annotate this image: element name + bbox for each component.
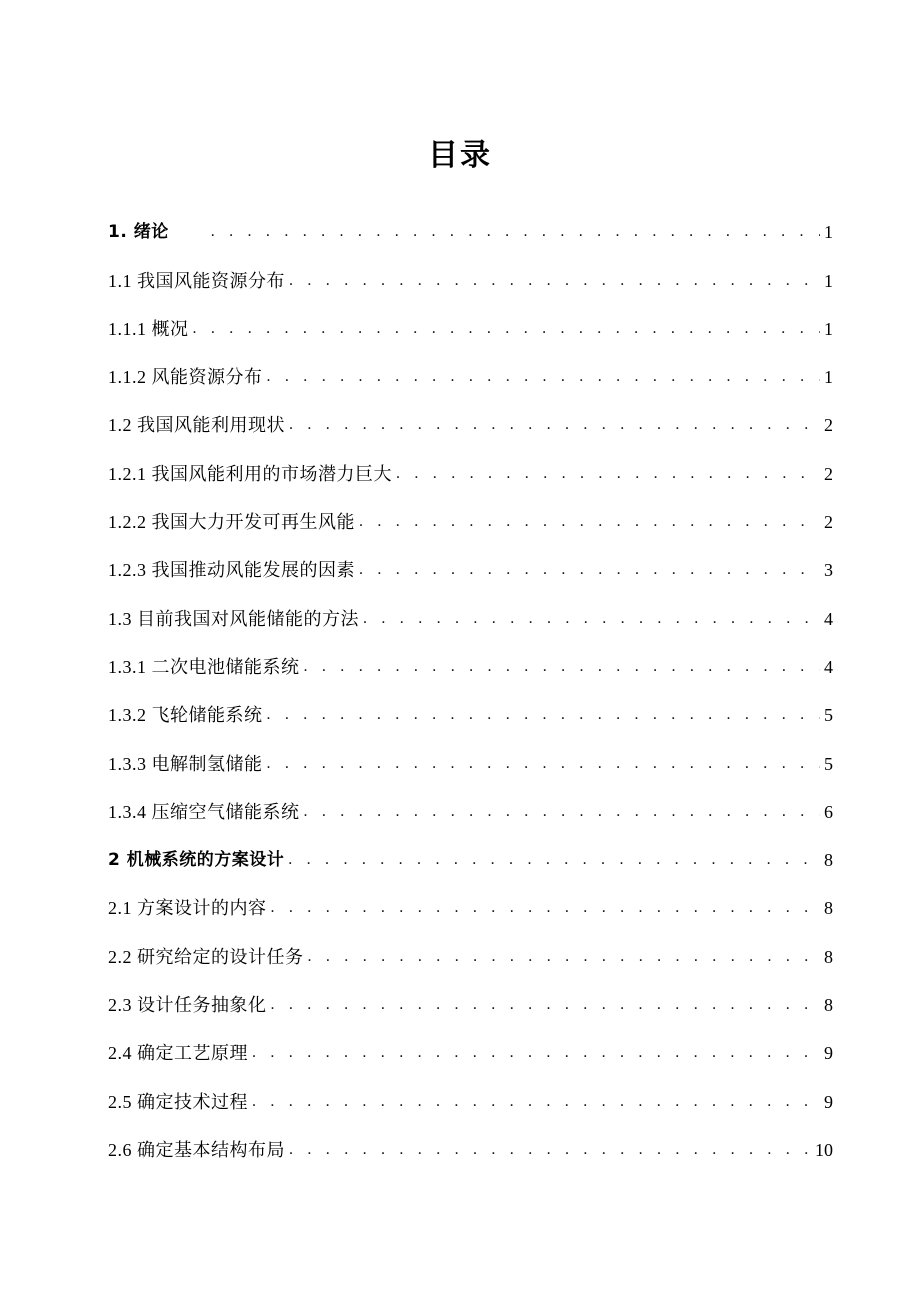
toc-entry-label: 1.2.2 我国大力开发可再生风能	[108, 512, 355, 533]
toc-dot-leader	[252, 1078, 820, 1126]
toc-dot-leader	[193, 305, 821, 353]
toc-page-number: 2	[824, 463, 833, 484]
toc-entry-label: 2.3 设计任务抽象化	[108, 995, 267, 1016]
toc-entry-label: 1.1.2 风能资源分布	[108, 367, 263, 388]
toc-entry-label: 2.1 方案设计的内容	[108, 898, 267, 919]
toc-page-number: 8	[824, 995, 833, 1016]
toc-dot-leader	[304, 788, 821, 836]
toc-dot-leader	[308, 933, 821, 981]
toc-entry-label: 1.3.4 压缩空气储能系统	[108, 801, 300, 822]
toc-entry-label: 2.4 确定工艺原理	[108, 1043, 248, 1064]
toc-entry[interactable]	[108, 884, 833, 932]
toc-entry[interactable]	[108, 498, 833, 546]
toc-entry[interactable]	[108, 1126, 833, 1174]
toc-entry[interactable]	[108, 691, 833, 739]
toc-page-number: 9	[824, 1043, 833, 1064]
toc-page-number: 8	[824, 850, 833, 871]
toc-entry[interactable]	[108, 449, 833, 497]
toc-entry-label: 1.2.1 我国风能利用的市场潜力巨大	[108, 463, 392, 484]
toc-dot-leader	[289, 401, 820, 449]
toc-dot-leader	[289, 257, 820, 305]
toc-entry[interactable]	[108, 836, 833, 884]
toc-dot-leader	[288, 836, 820, 884]
toc-dot-leader	[252, 1029, 820, 1077]
toc-entry[interactable]	[108, 739, 833, 787]
toc-entry[interactable]	[108, 401, 833, 449]
toc-page-number: 1	[824, 367, 833, 388]
toc-dot-leader	[359, 498, 820, 546]
toc-entry[interactable]	[108, 256, 833, 304]
toc-entry-label: 1.1 我国风能资源分布	[108, 270, 285, 291]
toc-dot-leader	[267, 740, 821, 788]
toc-page-number: 1	[824, 270, 833, 291]
toc-dot-leader	[267, 691, 821, 739]
toc-entry[interactable]	[108, 981, 833, 1029]
toc-dot-leader	[359, 546, 820, 594]
toc-dot-leader	[363, 595, 820, 643]
toc-entry-label: 2.6 确定基本结构布局	[108, 1139, 285, 1160]
toc-entry[interactable]	[108, 353, 833, 401]
toc-entry-label: 1.1.1 概况	[108, 318, 189, 339]
toc-entry-label: 2.5 确定技术过程	[108, 1091, 248, 1112]
toc-entry-label: 1.3.3 电解制氢储能	[108, 753, 263, 774]
toc-entry[interactable]	[108, 1029, 833, 1077]
toc-entry[interactable]	[108, 208, 833, 256]
toc-dot-leader	[271, 981, 821, 1029]
toc-dot-leader	[271, 884, 821, 932]
toc-page-number: 1	[824, 318, 833, 339]
toc-entry[interactable]	[108, 594, 833, 642]
toc-entry[interactable]	[108, 932, 833, 980]
toc-page-number: 8	[824, 898, 833, 919]
toc-entry-label: 2.2 研究给定的设计任务	[108, 946, 304, 967]
toc-page-number: 4	[824, 656, 833, 677]
toc-page-number: 10	[815, 1139, 833, 1160]
toc-page-number: 4	[824, 608, 833, 629]
toc-entry[interactable]	[108, 1077, 833, 1125]
toc-entry-label: 2 机械系统的方案设计	[108, 850, 285, 871]
toc-entry-label: 1.3.2 飞轮储能系统	[108, 705, 263, 726]
toc-page-number: 6	[824, 801, 833, 822]
toc-dot-leader	[267, 353, 821, 401]
toc-entry-label: 1.2 我国风能利用现状	[108, 415, 285, 436]
toc-page-number: 8	[824, 946, 833, 967]
table-of-contents	[108, 208, 833, 1174]
toc-page-number: 9	[824, 1091, 833, 1112]
toc-dot-leader	[289, 1126, 811, 1174]
toc-dot-leader	[304, 643, 821, 691]
toc-page-number: 3	[824, 560, 833, 581]
toc-dot-leader	[211, 208, 820, 256]
toc-entry[interactable]	[108, 305, 833, 353]
toc-page-number: 5	[824, 753, 833, 774]
toc-page-number: 1	[824, 222, 833, 243]
toc-entry-label: 1.3 目前我国对风能储能的方法	[108, 608, 359, 629]
toc-entry[interactable]	[108, 788, 833, 836]
toc-entry[interactable]	[108, 643, 833, 691]
toc-entry[interactable]	[108, 546, 833, 594]
page-title: 目录	[428, 138, 492, 174]
toc-page-number: 2	[824, 512, 833, 533]
toc-page-number: 5	[824, 705, 833, 726]
toc-page-number: 2	[824, 415, 833, 436]
toc-entry-label: 1.3.1 二次电池储能系统	[108, 656, 300, 677]
toc-entry-label: 1.2.3 我国推动风能发展的因素	[108, 560, 355, 581]
toc-entry-label: 1. 绪论	[108, 222, 169, 243]
toc-dot-leader	[396, 450, 820, 498]
